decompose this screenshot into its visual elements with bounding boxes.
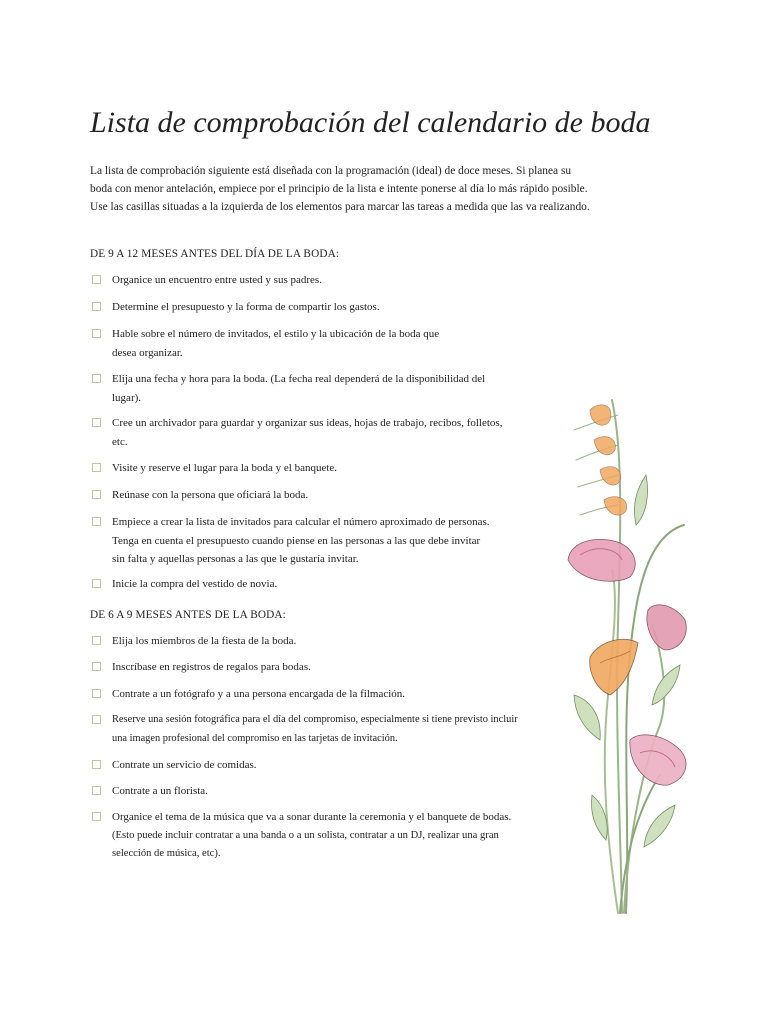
checkbox[interactable]: [92, 275, 101, 284]
checklist-item: [92, 575, 532, 602]
checklist-item: [92, 632, 532, 658]
checklist-item-note: (Esto puede incluir contratar a una banda o a un solista, contratar a un DJ, realizar una gran selección de música, etc).: [112, 829, 499, 859]
checklist-item-text: Contrate un servicio de comidas.: [112, 759, 257, 771]
checklist-item: [92, 459, 532, 486]
checklist-item-text: Cree un archivador para guardar y organizar sus ideas, hojas de trabajo, recibos, folletos, etc.: [112, 417, 503, 448]
checklist-item-text: Contrate a un florista.: [112, 785, 208, 797]
checklist-item-text: Hable sobre el número de invitados, el estilo y la ubicación de la boda que desea organizar.: [112, 328, 440, 359]
checklist-item-text: Elija los miembros de la fiesta de la boda.: [112, 635, 297, 647]
section-heading-6-9: DE 6 A 9 MESES ANTES DE LA BODA:: [90, 609, 286, 621]
checklist-item-text: Elija una fecha y hora para la boda. (La fecha real dependerá de la disponibilidad del lugar).: [112, 373, 486, 404]
checklist-section-9-12: [92, 271, 532, 602]
floral-bouquet-icon: [560, 395, 710, 915]
checklist-item-text: Organice un encuentro entre usted y sus padres.: [112, 274, 322, 286]
checkbox[interactable]: [92, 689, 101, 698]
checklist-item: [92, 414, 532, 459]
checkbox[interactable]: [92, 760, 101, 769]
page-title: Lista de comprobación del calendario de boda: [90, 106, 651, 139]
checkbox[interactable]: [92, 302, 101, 311]
checklist-item-text: Inicie la compra del vestido de novia.: [112, 578, 278, 590]
intro-paragraph: La lista de comprobación siguiente está diseñada con la programación (ideal) de doce meses. Si planea su boda con menor antelación, empiece por el principio de la lista e intente ponerse al día lo más rápido posible. Use las casillas situadas a la izquierda de los elementos para marcar las tareas a medida que las va realizando.: [90, 165, 590, 213]
checklist-item-text: Visite y reserve el lugar para la boda y el banquete.: [112, 462, 338, 474]
leaf: [644, 805, 675, 847]
flower: [647, 605, 686, 650]
checklist-item: [92, 685, 532, 711]
stem: [605, 570, 618, 913]
checklist-item-text: Organice el tema de la música que va a sonar durante la ceremonia y el banquete de bodas.: [112, 811, 512, 823]
checklist-item: [92, 658, 532, 685]
checkbox[interactable]: [92, 329, 101, 338]
checklist-item-text: Determine el presupuesto y la forma de compartir los gastos.: [112, 301, 380, 313]
checkbox[interactable]: [92, 579, 101, 588]
checklist-item-text: Reúnase con la persona que oficiará la boda.: [112, 489, 309, 501]
checkbox[interactable]: [92, 812, 101, 821]
orange-buds: [590, 405, 627, 515]
leaf: [634, 475, 647, 525]
checkbox[interactable]: [92, 418, 101, 427]
checkbox[interactable]: [92, 786, 101, 795]
checkbox[interactable]: [92, 374, 101, 383]
section-heading-9-12: DE 9 A 12 MESES ANTES DEL DÍA DE LA BODA:: [90, 248, 340, 260]
checklist-item: [92, 782, 532, 808]
bud: [604, 497, 627, 515]
orange-flower: [590, 639, 638, 695]
checklist-item: [92, 325, 532, 370]
checklist-item-text: Inscríbase en registros de regalos para bodas.: [112, 661, 311, 673]
checkbox[interactable]: [92, 715, 101, 724]
checklist-section-6-9: [92, 632, 532, 864]
checklist-item: [92, 298, 532, 325]
checklist-item: [92, 486, 532, 513]
checkbox[interactable]: [92, 490, 101, 499]
checkbox[interactable]: [92, 463, 101, 472]
checkbox[interactable]: [92, 636, 101, 645]
flower: [590, 639, 638, 695]
flower: [568, 539, 635, 581]
checklist-item-text: Reserve una sesión fotográfica para el día del compromiso, especialmente si tiene previsto incluir una imagen profesional del compromiso en las tarjetas de invitación.: [112, 714, 518, 744]
checklist-item: [92, 370, 532, 414]
leaf: [652, 665, 680, 705]
checklist-item-text: Contrate a un fotógrafo y a una persona encargada de la filmación.: [112, 688, 406, 700]
checklist-item: [92, 808, 532, 864]
bud: [600, 467, 621, 485]
checkbox[interactable]: [92, 662, 101, 671]
checklist-item: [92, 756, 532, 782]
checklist-item: [92, 513, 532, 575]
checklist-item: [92, 271, 532, 298]
leaf: [574, 695, 600, 740]
bud: [590, 405, 611, 425]
checklist-item-text: Empiece a crear la lista de invitados para calcular el número aproximado de personas. Tenga en cuenta el presupuesto cuando piense en las personas a las que debe invitar sin falta y aquellas personas a las que le gustaría invitar.: [112, 516, 490, 565]
stem: [626, 525, 684, 913]
checklist-item: [92, 711, 532, 756]
checkbox[interactable]: [92, 517, 101, 526]
flower: [630, 735, 686, 785]
